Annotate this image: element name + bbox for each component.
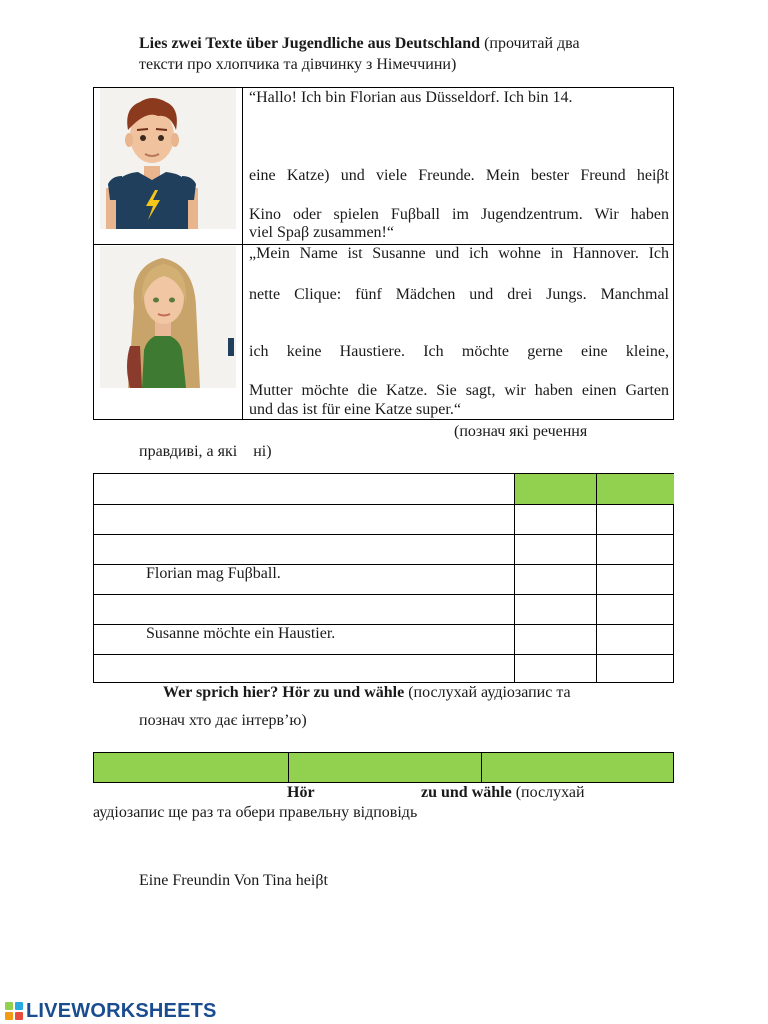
susanne-avatar [100,246,236,388]
question-tina-friend: Eine Freundin Von Tina heiβt [139,872,328,889]
listening-task2-heading [421,784,585,802]
table-divider [242,88,243,419]
statement-susanne-pet: Susanne möchte ein Haustier. [146,625,336,642]
florian-avatar [100,88,236,229]
false-column-header [597,474,674,504]
susanne-text-line1: „Mein Name ist Susanne und ich wohne in Hannover. Ich [249,245,669,262]
table-row [94,594,673,595]
table-divider [481,753,482,782]
table-row [94,534,673,535]
table-divider [596,474,597,682]
table-row [94,654,673,655]
heading-line2: тексти про хлопчика та дівчинку з Німеччини) [139,56,457,73]
listening-task1-rest: (послухай аудіозапис та [404,684,571,701]
florian-text-line1: “Hallo! Ich bin Florian aus Düsseldorf. Ich bin 14. [249,89,573,106]
table-row [94,504,673,505]
listening-task2-bold-b: zu und wähle [421,784,512,801]
speaker-table [93,752,674,783]
boy-illustration-icon [100,88,236,229]
listening-task1-line2: познач хто дає інтерв’ю) [139,712,307,729]
heading-bold: Lies zwei Texte über Jugendliche aus Deutschland [139,35,481,52]
heading-rest: (прочитай два [480,35,580,52]
truefalse-table [93,473,674,683]
florian-text-line4: viel Spaβ zusammen!“ [249,224,394,241]
truefalse-instruction-line2: правдиві, а які ні) [139,443,272,460]
logo-text: LIVEWORKSHEETS [26,999,217,1022]
girl-illustration-icon [100,246,236,388]
susanne-text-line5: und das ist für eine Katze super.“ [249,401,461,418]
susanne-text-line3: ich keine Haustiere. Ich möchte gerne eine kleine, [249,343,669,360]
table-divider [288,753,289,782]
listening-task1-bold: Wer sprich hier? Hör zu und wähle [163,684,405,701]
statement-florian-football: Florian mag Fuβball. [146,565,281,582]
florian-text-line3: Kino oder spielen Fuβball im Jugendzentrum. Wir haben [249,206,669,223]
listening-task1-heading [163,684,571,702]
susanne-text-line2: nette Clique: fünf Mädchen und drei Jungs. Manchmal [249,286,669,303]
true-column-header [514,474,596,504]
liveworksheets-logo[interactable] [4,998,217,1024]
liveworksheets-icon [4,1001,24,1021]
table-divider [514,474,515,682]
truefalse-instruction-line1: (познач які речення [454,423,588,440]
listening-task2-bold-a: Hör [287,784,315,801]
listening-task2-rest: (послухай [511,784,585,801]
listening-task2-line2: аудіозапис ще раз та обери правельну відповідь [93,804,418,821]
worksheet-heading [139,35,580,53]
texts-table [93,87,674,420]
florian-text-line2: eine Katze) und viele Freunde. Mein bester Freund heiβt [249,167,669,184]
susanne-text-line4: Mutter möchte die Katze. Sie sagt, wir haben einen Garten [249,382,669,399]
